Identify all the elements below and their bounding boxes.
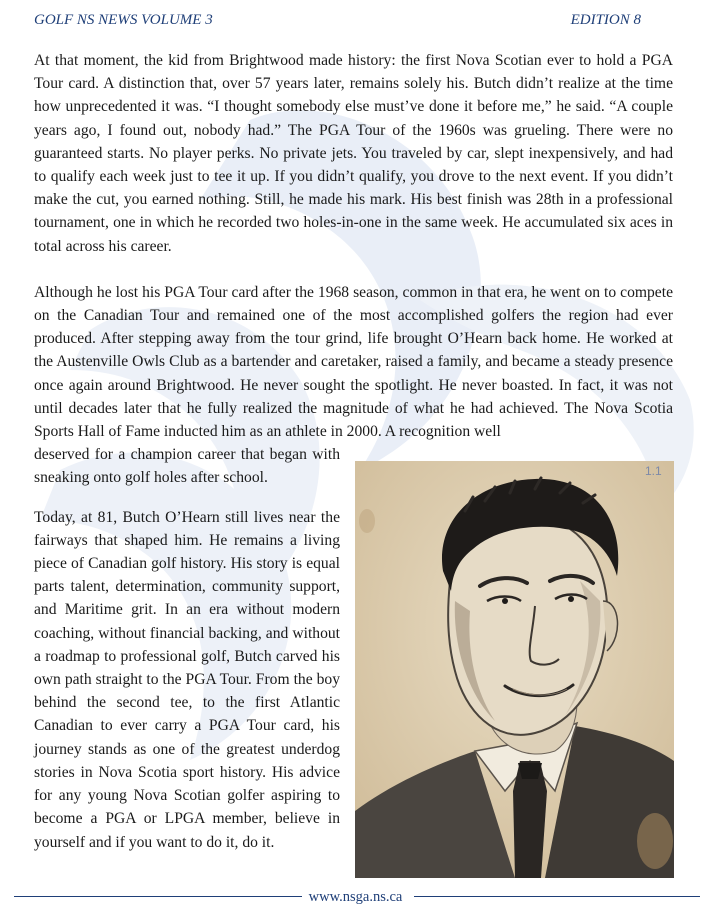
page-header — [34, 12, 641, 42]
portrait-corner-mark: 1.1 — [645, 464, 662, 478]
edition-label: EDITION 8 — [570, 12, 641, 28]
article-paragraph: Although he lost his PGA Tour card after the 1968 season, common in that era, he went on to compete on the Canadian Tour and remained one of the most accomplished golfers the region had ever produced. After stepping away from the tour grind, life brought O’Hearn back home. He worked at the Austenville Owls Club as a bartender and caretaker, raised a family, and became a steady presence once again around Brightwood. He never sought the spotlight. He never boasted. In fact, it was not until decades later that he fully realized the magnitude of what he had achieved. The Nova Scotia Sports Hall of Fame inducted him as an athlete in 2000. A recognition well — [34, 283, 673, 441]
footer-rule-left — [14, 896, 302, 897]
article-paragraph: At that moment, the kid from Brightwood made history: the first Nova Scotian ever to hold a PGA Tour card. A distinction that, over 57 years later, remains solely his. Butch didn’t realize at the time how unprecedented it was. “I thought somebody else must’ve done it before me,” he said. “A couple years ago, I found out, nobody had.” The PGA Tour of the 1960s was grueling. There were no guaranteed starts. No player perks. No private jets. You traveled by car, slept inexpensively, and had to qualify each week just to tee it up. If you didn’t qualify, you drove to the next event. If you didn’t make the cut, you earned nothing. Still, he made his mark. His best finish was 28th in a professional tournament, one in which he recorded two holes-in-one in the same week. He accumulated six aces in total across his career. — [34, 52, 673, 255]
newsletter-title: GOLF NS NEWS VOLUME 3 — [34, 12, 213, 28]
article-paragraph: Today, at 81, Butch O’Hearn still lives near the fairways that shaped him. He remains a living piece of Canadian golf history. His story is equal parts talent, determination, community support, and Maritime grit. In an era without modern coaching, without financial backing, and without a roadmap to professional golf, Butch carved his own path straight to the PGA Tour. From the boy behind the second tee, to the first Atlantic Canadian to ever carry a PGA Tour card, his journey stands as one of the greatest underdog stories in Nova Scotia sport history. His advice for any young Nova Scotian golfer aspiring to become a PGA or LPGA member, believe in yourself and if you want to do it, do it. — [34, 508, 340, 851]
article-paragraph-continuation: deserved for a champion career that began with sneaking onto golf holes after school. — [34, 446, 340, 487]
article-body — [34, 49, 673, 854]
footer-rule-right — [414, 896, 700, 897]
website-link[interactable]: www.nsga.ns.ca — [308, 888, 403, 905]
page-footer — [0, 886, 711, 908]
